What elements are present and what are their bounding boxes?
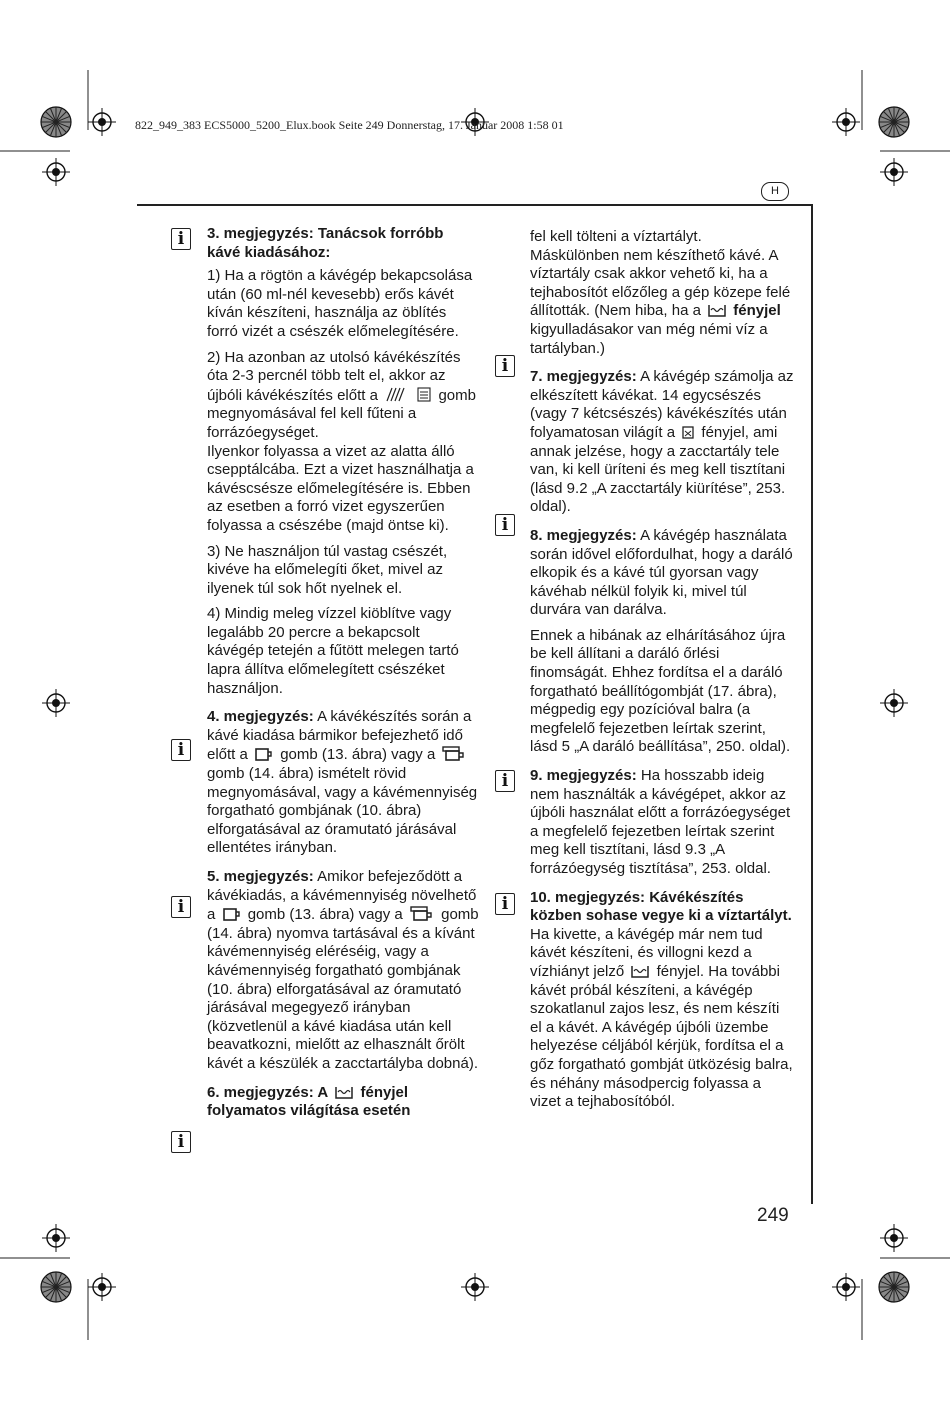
note-4 — [207, 708, 479, 858]
note-5-text-1: Amikor befejeződött a kávékiadás, a kávémennyiség növelhető a — [207, 868, 477, 924]
note-6-continued — [530, 228, 795, 358]
note-3-paragraph-2 — [207, 349, 479, 443]
info-icon: i — [495, 770, 515, 792]
note-7-label: 7. megjegyzés: — [530, 368, 637, 386]
note-6-text-1: fel kell tölteni a víztartályt. Máskülönben nem készíthető kávé. A víztartály csak akkor vehető ki, ha a tejhabosítót előzőleg a gép közepe felé állították. (Nem hiba, ha a — [530, 228, 791, 320]
cup-button-icon — [254, 747, 274, 762]
water-tank-icon — [630, 964, 650, 979]
note-3-paragraph-3: 3) Ne használjon túl vastag csészét, kivéve ha előmelegíti őket, mivel az ilyenek túl sok hőt nyelnek el. — [207, 542, 448, 597]
note-4-label: 4. megjegyzés: — [207, 708, 314, 726]
note-10-label: 10. megjegyzés: Kávékészítés közben sohase vegye ki a víztartályt. — [530, 888, 792, 925]
heating-icon — [384, 386, 408, 403]
rinse-icon — [416, 386, 432, 403]
grounds-container-icon — [681, 425, 695, 440]
info-icon: i — [171, 739, 191, 761]
water-tank-icon — [334, 1085, 354, 1100]
double-cup-button-icon — [441, 745, 467, 762]
note-7-text-2: fényjel, ami annak jelzése, hogy a zacctartály tele van, ki kell üríteni és meg kell tisztítani (lásd 9.2 „A zacctartály kiürítése”, 253. oldal). — [530, 423, 786, 516]
cup-button-icon — [222, 907, 242, 922]
note-8-paragraph-2: Ennek a hibának az elhárításához újra be kell állítani a daráló őrlési finomságát. Ehhez fordítsa el a daráló forgatható beállítógombját (17. ábra), mégpedig egy pozícióval balra (a megfelelő fejezetben leírtak szerint, lásd 5 „A daráló beállítása”, 250. oldal). — [530, 626, 791, 756]
note-3-paragraph-1: 1) Ha a rögtön a kávégép bekapcsolása után (60 ml-nél kevesebb) erős kávét kíván készíteni, használja az öblítés forró vizét a csészék előmelegítésére. — [207, 267, 473, 340]
top-rule — [137, 204, 812, 206]
note-4-text-1: A kávékészítés során a kávé kiadása bármikor befejezhető idő előtt a — [207, 708, 472, 764]
note-5-text-3: gomb (14. ábra) nyomva tartásával és a kívánt kávémennyiség eléréséig, vagy a kávémennyiség forgatható gombjának (10. ábra) elforgatásával az óramutató járásával megegyező irányban (közvetlenül a kávé kiadása után kell beavatkozni, mielőtt az elhasznált őrölt kávét a készülék a zacctartályba dobná). — [207, 906, 479, 1072]
note-8-label: 8. megjegyzés: — [530, 526, 637, 544]
note-10-text-2: fényjel. Ha további kávét próbál készíteni, a kávégép szokatlanul zajos lesz, és nem készíti el a kávét. A kávégép újbóli üzembe helyezése céljából kérjük, fordítsa el a gőz forgatható gombját ütközésig balra, és néhány másodpercig folyassa a vizet a tejhabosítóból. — [530, 962, 793, 1111]
info-icon: i — [171, 228, 191, 250]
note-3-p2-before: 2) Ha azonban az utolsó kávékészítés óta 2-3 percnél több telt el, akkor az újbóli kávékészítés előtt a — [207, 348, 461, 404]
note-6-bold: fényjel — [733, 302, 781, 320]
note-3-title: 3. megjegyzés: Tanácsok forróbb kávé kiadásához: — [207, 225, 444, 261]
info-icon: i — [495, 514, 515, 536]
note-9-text-1: Ha hosszabb ideig nem használták a kávégépet, akkor az újbóli használat előtt a forrázóegységet a megfelelő fejezetben leírtak szerint meg kell tisztítani, lásd 9.3 „A forrázóegység tisztítása”, 253. oldal. — [530, 767, 791, 877]
note-7-text-1: A kávégép számolja az elkészített kávékat. 14 egycsészés (vagy 7 kétcsészés) kávékészítés után folyamatosan világít a — [530, 368, 794, 441]
note-4-text-3: gomb (14. ábra) ismételt rövid megnyomásával, vagy a kávémennyiség forgatható gombjának (10. ábra) elforgatásával az óramutató járásával ellentétes irányban. — [207, 765, 478, 857]
note-3-paragraph-4: 4) Mindig meleg vízzel kiöblítve vagy legalább 20 percre a bekapcsolt kávégép tetején a fűtött melegen tartó lapra állítva előmelegített csészéket használjon. — [207, 605, 459, 697]
left-column — [207, 225, 479, 1128]
note-3-p2-after: gomb megnyomásával fel kell fűteni a forrázóegységet. — [207, 386, 476, 441]
note-3-paragraph-2b: Ilyenkor folyassa a vizet az alatta álló csepptálcába. Ezt a vizet használhatja a kávéscsésze előmelegítésére is. Ebben az esetben a forró vizet egyszerűen folyassa a csészébe (majd öntse ki). — [207, 442, 474, 534]
note-5 — [207, 868, 479, 1074]
note-10 — [530, 889, 795, 1112]
note-6-start — [207, 1084, 479, 1121]
info-icon: i — [495, 893, 515, 915]
right-rule — [811, 204, 813, 1204]
note-8 — [530, 527, 795, 620]
book-info-line: 822_949_383 ECS5000_5200_Elux.book Seite 249 Donnerstag, 17. Januar 2008 1:58 01 — [135, 118, 564, 132]
double-cup-button-icon — [409, 905, 435, 922]
note-9-label: 9. megjegyzés: — [530, 767, 637, 785]
note-6-label-b: fényjel folyamatos világítása esetén — [207, 1083, 411, 1120]
note-4-text-2: gomb (13. ábra) vagy a — [280, 746, 436, 764]
note-5-label: 5. megjegyzés: — [207, 868, 314, 885]
note-6-text-3: kigyulladásakor van még némi víz a tartályban.) — [530, 320, 768, 357]
note-8-text-1: A kávégép használata során idővel előfordulhat, hogy a daráló elkopik és a kávé túl gyorsan vagy kávéhab nélkül folyik ki, mivel túl durvára van darálva. — [530, 526, 793, 619]
water-tank-icon — [707, 303, 727, 318]
note-6-label-a: 6. megjegyzés: A — [207, 1083, 329, 1101]
page-number: 249 — [757, 1205, 789, 1226]
info-icon: i — [171, 896, 191, 918]
note-7 — [530, 368, 795, 517]
info-icon: i — [495, 355, 515, 377]
info-icon: i — [171, 1131, 191, 1153]
note-10-text-1: Ha kivette, a kávégép már nem tud kávét készíteni, és villogni kezd a vízhiányt jelző — [530, 925, 763, 980]
right-column — [530, 228, 795, 1119]
note-9 — [530, 767, 795, 879]
language-badge: H — [761, 182, 789, 201]
note-5-text-2: gomb (13. ábra) vagy a — [247, 906, 403, 924]
